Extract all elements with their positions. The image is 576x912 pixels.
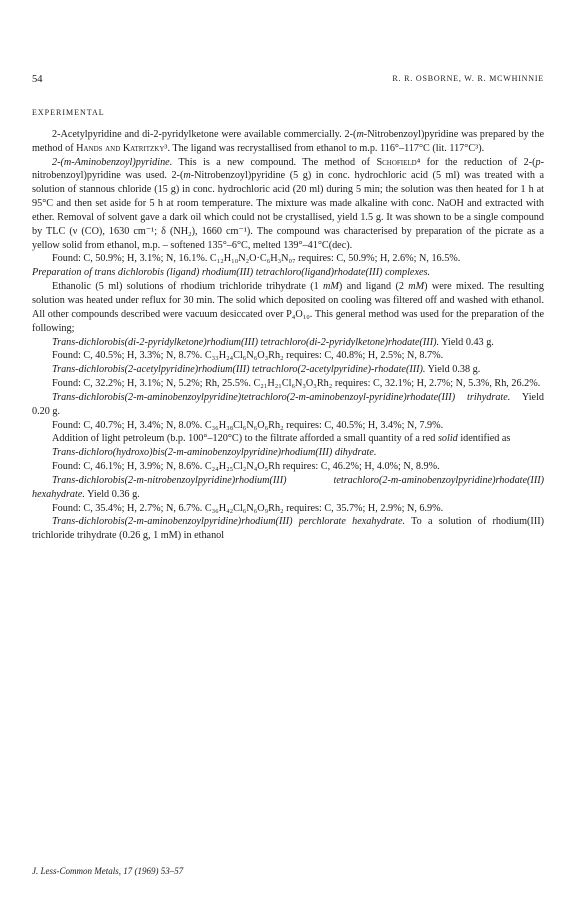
compound-name: Trans-dichloro(hydroxo)bis(2-m-aminobenzoylpyridine)rhodium(III) dihydrate. xyxy=(52,447,377,459)
text-run: solid xyxy=(437,433,458,445)
analysis-2: Found: C, 32.2%; H, 3.1%; N, 5.2%; Rh, 25.5%. C₂₁H₂₁Cl₆N₃O₃Rh₂ requires: C, 32.1%; H, 2.7%; N, 5.3%, Rh, 26.2%. xyxy=(52,378,541,390)
page-header xyxy=(32,74,544,88)
compound-name: Trans-dichlorobis(2-m-aminobenzoylpyridine)tetrachloro(2-m-aminobenzoyl-pyridine)rhodate(III) trihydrate. xyxy=(52,391,511,403)
subsection-heading: Preparation of trans dichlorobis (ligand) rhodium(III) tetrachloro(ligand)rhodate(III) complexes. xyxy=(32,267,431,279)
paragraph-aminobenzoylpyridine xyxy=(32,156,544,253)
compound-4 xyxy=(32,446,544,460)
text-run: 2-Acetylpyridine and di-2-pyridylketone were available commercially. 2-( xyxy=(52,128,357,140)
paragraph-starting-materials xyxy=(32,128,544,156)
compound-name: Trans-dichlorobis(di-2-pyridylketone)rhodium(III) tetrachloro(di-2-pyridylketone)rhodate(III). xyxy=(52,336,440,348)
article-body xyxy=(32,106,544,543)
section-title: EXPERIMENTAL xyxy=(32,108,105,117)
analysis-3: Found: C, 40.7%; H, 3.4%; N, 8.0%. C₃₆H₃₈Cl₆N₆O₆Rh₂ requires: C, 40.5%; H, 3.4%; N, 7.9%. xyxy=(52,419,444,431)
compound-name: Trans-dichlorobis(2-m-aminobenzoylpyridine)rhodium(III) perchlorate hexahydrate. xyxy=(52,516,406,528)
paragraph-filtrate xyxy=(32,432,544,446)
text-run: -Nitrobenzoyl)pyridine (5 g) in conc. hydrochloric acid (5 ml) was treated with a solution of stannous chloride (15 g) in conc. hydrochloric acid (20 ml) during 5 min; the solution was then heated for 1 h at 95°C and then set aside for 5 h at room temperature. The mixture was made alkaline with conc. NaOH and extracted with ether. Removal of solvent gave a dark oil which could not be crystallised, yield 1.5 g. It was shown to be a single compound by TLC (ν (CO), 1630 cm⁻¹; δ (NH₂), 1660 cm⁻¹). The compound was characterised by preparation of the picrate as a yellow solid from ethanol, m.p. – softened 135°–6°C, melted 139°–41°C(dec). xyxy=(32,170,544,251)
text-run: ⁴ for the reduction of 2-( xyxy=(416,156,536,168)
text-run: ) were mixed. The resulting solution was heated under reflux for 30 min. The solid which deposited on cooling was filtered off and washed with ethanol. All other compounds described were vacuum desiccated over P₄O₁₀. This general method was used for the preparation of the following; xyxy=(32,281,544,334)
compound-2 xyxy=(32,363,544,377)
analysis-1: Found: C, 40.5%; H, 3.3%; N, 8.7%. C₃₃H₂₄Cl₆N₆O₃Rh₂ requires: C, 40.8%; H, 2.5%; N, 8.7%. xyxy=(52,350,444,362)
text-run: This is a new compound. The method of xyxy=(172,156,377,168)
text-run: mM xyxy=(408,281,425,293)
analysis-5: Found: C, 35.4%; H, 2.7%; N, 6.7%. C₃₆H₄₂Cl₆N₆O₉Rh₂ requires: C, 35.7%; H, 2.9%; N, 6.9%. xyxy=(52,502,444,514)
author-citation: Schofield xyxy=(376,156,417,168)
compound-yield: Yield 0.36 g. xyxy=(84,488,140,500)
compound-yield: Yield 0.20 g. xyxy=(32,391,544,417)
paragraph-general-method xyxy=(32,280,544,335)
compound-heading: 2-(m-Aminobenzoyl)pyridine. xyxy=(52,156,173,168)
text-run: Addition of light petroleum (b.p. 100°–120°C) to the filtrate afforded a small quantity of a red xyxy=(52,433,438,445)
text-run: p xyxy=(535,156,541,168)
analysis-picrate: Found: C, 50.9%; H, 3.1%; N, 16.1%. C₁₂H₁₀N₂O·C₆H₃N₀₇ requires: C, 50.9%; H, 2.6%; N, 16.5%. xyxy=(52,253,461,265)
text-run: ³. The ligand was recrystallised from ethanol to m.p. 116°–117°C (lit. 117°C³). xyxy=(164,142,485,154)
author-citation: Hands and Katritzky xyxy=(76,142,165,154)
compound-name: Trans-dichlorobis(2-acetylpyridine)rhodium(III) tetrachloro(2-acetylpyridine)-rhodate(III). xyxy=(52,364,426,376)
text-run: Ethanolic (5 ml) solutions of rhodium trichloride trihydrate (1 xyxy=(52,281,324,293)
compound-5 xyxy=(32,474,544,502)
text-run: -Nitrobenzoyl)pyridine was prepared by the method of xyxy=(32,128,544,154)
compound-3 xyxy=(32,391,544,419)
compound-yield: Yield 0.38 g. xyxy=(425,364,481,376)
compound-yield: Yield 0.43 g. xyxy=(439,336,494,348)
compound-name: Trans-dichlorobis(2-m-nitrobenzoylpyridine)rhodium(III) tetrachloro(2-m-aminobenzoylpyridine)rhodate(III) hexahydrate. xyxy=(32,474,544,500)
running-head: R. R. OSBORNE, W. R. MCWHINNIE xyxy=(392,74,544,83)
text-run: m xyxy=(356,128,364,140)
text-run: mM xyxy=(323,281,339,293)
text-run: m xyxy=(183,170,191,182)
analysis-4: Found: C, 46.1%; H, 3.9%; N, 8.6%. C₂₄H₂₅Cl₂N₄O₅Rh requires: C, 46.2%; H, 4.0%; N, 8.9%. xyxy=(52,461,440,473)
compound-1 xyxy=(32,336,544,350)
page-number: 54 xyxy=(32,74,43,85)
journal-footer: J. Less-Common Metals, 17 (1969) 53–57 xyxy=(32,866,184,876)
compound-6 xyxy=(32,515,544,543)
text-run: To a solution of rhodium(III) trichloride trihydrate (0.26 g, 1 mM) in ethanol xyxy=(32,516,544,542)
text-run: -nitrobenzoyl)pyridine was used. 2-( xyxy=(32,156,544,182)
text-run: ) and ligand (2 xyxy=(338,281,409,293)
text-run: identified as xyxy=(457,433,511,445)
